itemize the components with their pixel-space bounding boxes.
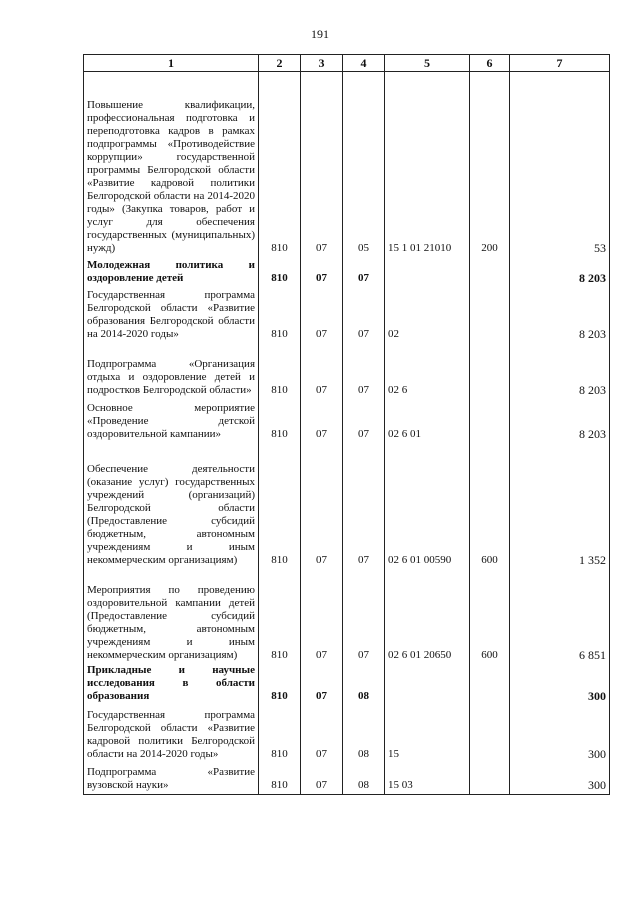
column-header: 7 <box>510 55 610 72</box>
amount-value: 53 <box>510 72 610 257</box>
column-header: 3 <box>301 55 343 72</box>
amount-value: 300 <box>510 705 610 763</box>
amount-value: 1 352 <box>510 443 610 569</box>
table-row <box>84 664 610 705</box>
column-header: 5 <box>385 55 470 72</box>
section-code: 07 <box>301 343 343 399</box>
subsection-code: 07 <box>343 443 385 569</box>
table-row <box>84 705 610 763</box>
section-code: 07 <box>301 664 343 705</box>
table-header-row <box>84 55 610 72</box>
section-code: 07 <box>301 257 343 287</box>
row-name: Государственная программа Белгородской области «Развитие кадровой политики Белгородской области на 2014-2020 годы» <box>84 705 259 763</box>
target-article-code <box>385 257 470 287</box>
section-code: 07 <box>301 763 343 795</box>
row-name: Подпрограмма «Развитие вузовской науки» <box>84 763 259 795</box>
column-header: 1 <box>84 55 259 72</box>
target-article-code <box>385 664 470 705</box>
ved-code: 810 <box>259 257 301 287</box>
section-code: 07 <box>301 569 343 664</box>
expense-type-code <box>470 763 510 795</box>
amount-value: 8 203 <box>510 399 610 443</box>
page-number: 191 <box>311 27 329 41</box>
table-row <box>84 72 610 257</box>
ved-code: 810 <box>259 664 301 705</box>
subsection-code: 08 <box>343 705 385 763</box>
row-name: Подпрограмма «Организация отдыха и оздоровление детей и подростков Белгородской области» <box>84 343 259 399</box>
expense-type-code <box>470 664 510 705</box>
amount-value: 300 <box>510 664 610 705</box>
ved-code: 810 <box>259 72 301 257</box>
table-row <box>84 763 610 795</box>
section-code: 07 <box>301 72 343 257</box>
table-row <box>84 257 610 287</box>
column-header: 6 <box>470 55 510 72</box>
expense-type-code <box>470 705 510 763</box>
ved-code: 810 <box>259 569 301 664</box>
subsection-code: 08 <box>343 763 385 795</box>
target-article-code: 02 6 <box>385 343 470 399</box>
row-name: Прикладные и научные исследования в области образования <box>84 664 259 705</box>
column-header: 2 <box>259 55 301 72</box>
row-name: Повышение квалификации, профессиональная подготовка и переподготовка кадров в рамках подпрограммы «Противодействие коррупции» государственной программы Белгородской области «Развитие кадровой политики Белгородской области на 2014-2020 годы» (Закупка товаров, работ и услуг для обеспечения государственных (муниципальных) нужд) <box>84 72 259 257</box>
target-article-code: 02 6 01 00590 <box>385 443 470 569</box>
amount-value: 8 203 <box>510 257 610 287</box>
expense-type-code <box>470 287 510 343</box>
ved-code: 810 <box>259 763 301 795</box>
expense-type-code <box>470 257 510 287</box>
expense-type-code <box>470 343 510 399</box>
table-row <box>84 443 610 569</box>
table-row <box>84 287 610 343</box>
expense-type-code: 600 <box>470 443 510 569</box>
section-code: 07 <box>301 287 343 343</box>
target-article-code: 15 1 01 21010 <box>385 72 470 257</box>
section-code: 07 <box>301 399 343 443</box>
ved-code: 810 <box>259 399 301 443</box>
budget-table <box>83 54 610 795</box>
row-name: Государственная программа Белгородской области «Развитие образования Белгородской области на 2014-2020 годы» <box>84 287 259 343</box>
ved-code: 810 <box>259 443 301 569</box>
subsection-code: 07 <box>343 569 385 664</box>
row-name: Основное мероприятие «Проведение детской оздоровительной кампании» <box>84 399 259 443</box>
target-article-code: 15 <box>385 705 470 763</box>
amount-value: 300 <box>510 763 610 795</box>
subsection-code: 07 <box>343 257 385 287</box>
expense-type-code: 600 <box>470 569 510 664</box>
target-article-code: 02 6 01 20650 <box>385 569 470 664</box>
section-code: 07 <box>301 443 343 569</box>
ved-code: 810 <box>259 343 301 399</box>
subsection-code: 07 <box>343 343 385 399</box>
table-row <box>84 399 610 443</box>
subsection-code: 08 <box>343 664 385 705</box>
table-row <box>84 569 610 664</box>
expense-type-code <box>470 399 510 443</box>
ved-code: 810 <box>259 705 301 763</box>
table-row <box>84 343 610 399</box>
subsection-code: 05 <box>343 72 385 257</box>
amount-value: 8 203 <box>510 343 610 399</box>
amount-value: 8 203 <box>510 287 610 343</box>
section-code: 07 <box>301 705 343 763</box>
ved-code: 810 <box>259 287 301 343</box>
subsection-code: 07 <box>343 399 385 443</box>
target-article-code: 02 <box>385 287 470 343</box>
target-article-code: 15 03 <box>385 763 470 795</box>
column-header: 4 <box>343 55 385 72</box>
expense-type-code: 200 <box>470 72 510 257</box>
subsection-code: 07 <box>343 287 385 343</box>
row-name: Мероприятия по проведению оздоровительной кампании детей (Предоставление субсидий бюджетным, автономным учреждениям и иным некоммерческим организациям) <box>84 569 259 664</box>
amount-value: 6 851 <box>510 569 610 664</box>
target-article-code: 02 6 01 <box>385 399 470 443</box>
row-name: Обеспечение деятельности (оказание услуг) государственных учреждений (организаций) Белгородской области (Предоставление субсидий бюджетным, автономным учреждениям и иным некоммерческим организациям) <box>84 443 259 569</box>
row-name: Молодежная политика и оздоровление детей <box>84 257 259 287</box>
